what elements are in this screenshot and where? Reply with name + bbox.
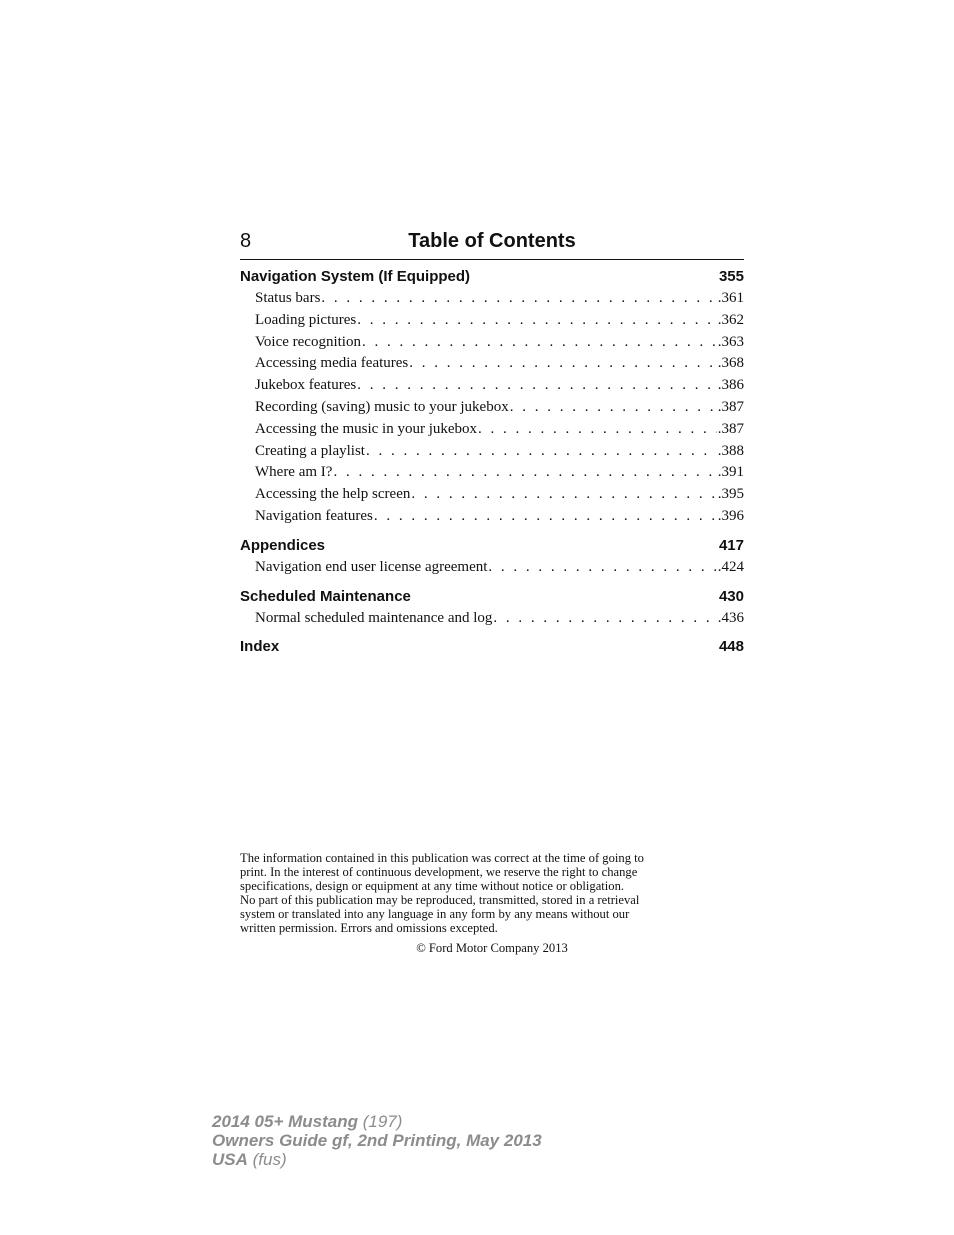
leader-dots	[411, 484, 716, 506]
toc-section-scheduled-maintenance	[240, 586, 744, 630]
leader-dots	[362, 332, 717, 354]
toc-entry[interactable]	[255, 484, 744, 506]
legal-line: print. In the interest of continuous development, we reserve the right to change	[240, 865, 638, 879]
toc-entry[interactable]	[255, 397, 744, 419]
entry-page: .361	[717, 290, 744, 306]
leader-dots	[366, 441, 717, 463]
toc-section-navigation	[240, 266, 744, 528]
entry-title: Navigation end user license agreement	[255, 558, 488, 575]
toc-entry[interactable]	[255, 288, 744, 310]
leader-dots	[374, 506, 717, 528]
entry-page: .387	[717, 420, 744, 437]
toc-entry[interactable]	[255, 608, 744, 630]
entry-page: .363	[717, 333, 744, 350]
entry-title: Jukebox features	[255, 377, 357, 394]
leader-dots	[333, 462, 716, 484]
legal-line: written permission. Errors and omissions excepted.	[240, 921, 498, 935]
toc-section-heading[interactable]	[240, 586, 744, 608]
entry-title: Accessing media features	[255, 355, 409, 372]
entry-page: .387	[717, 398, 744, 415]
footer-line-model	[212, 1112, 542, 1131]
entry-title: Status bars	[255, 290, 321, 306]
entry-title: Where am I?	[255, 464, 333, 481]
section-title: Navigation System (If Equipped)	[240, 268, 471, 285]
leader-dots	[510, 397, 717, 419]
section-title: Appendices	[240, 536, 326, 554]
page-number: 8	[240, 230, 252, 252]
footer-model-code: (197)	[362, 1112, 403, 1131]
footer-region-code: (fus)	[252, 1150, 287, 1169]
section-page: 430	[718, 587, 744, 605]
leader-dots	[357, 310, 717, 332]
entry-page: .362	[717, 311, 744, 328]
toc-section-heading[interactable]	[240, 266, 744, 288]
toc-section-heading[interactable]	[240, 535, 744, 557]
entry-title: Recording (saving) music to your jukebox	[255, 398, 509, 415]
footer-model: 2014 05+ Mustang	[212, 1112, 358, 1131]
leader-dots	[321, 288, 716, 310]
toc-section-appendices	[240, 535, 744, 579]
entry-page: .386	[717, 377, 744, 394]
legal-line: system or translated into any language in any form by any means without our	[240, 907, 630, 921]
toc-entry[interactable]	[255, 441, 744, 463]
footer-printing: Owners Guide gf, 2nd Printing, May 2013	[212, 1131, 542, 1150]
entry-page: .388	[717, 442, 744, 459]
document-footer	[212, 1112, 542, 1169]
section-title: Scheduled Maintenance	[240, 587, 411, 605]
toc-section-index	[240, 636, 744, 658]
toc-entry[interactable]	[255, 353, 744, 375]
leader-dots	[488, 557, 716, 579]
section-title: Index	[240, 638, 280, 656]
entry-page: .391	[717, 464, 744, 481]
legal-line: No part of this publication may be reproduced, transmitted, stored in a retrieval	[240, 893, 640, 907]
legal-line: specifications, design or equipment at any time without notice or obligation.	[240, 879, 625, 893]
table-of-contents	[240, 266, 744, 665]
section-page: 417	[718, 536, 744, 554]
entry-title: Creating a playlist	[255, 442, 365, 459]
footer-region: USA	[212, 1150, 248, 1169]
section-page: 355	[718, 268, 744, 285]
toc-entry[interactable]	[255, 557, 744, 579]
entry-page: .395	[717, 486, 744, 503]
entry-page: .368	[717, 355, 744, 372]
entry-title: Accessing the help screen	[255, 486, 411, 503]
entry-title: Accessing the music in your jukebox	[255, 420, 478, 437]
entry-title: Loading pictures	[255, 311, 357, 328]
entry-title: Voice recognition	[255, 333, 361, 350]
leader-dots	[409, 353, 716, 375]
toc-entry[interactable]	[255, 419, 744, 441]
entry-title: Normal scheduled maintenance and log	[255, 609, 493, 626]
entry-page: .424	[717, 558, 744, 575]
toc-entry[interactable]	[255, 462, 744, 484]
leader-dots	[493, 608, 716, 630]
toc-entry[interactable]	[255, 506, 744, 528]
entry-page: .396	[717, 507, 744, 524]
leader-dots	[357, 375, 717, 397]
section-page: 448	[718, 638, 744, 656]
entry-title: Navigation features	[255, 507, 373, 524]
legal-notice	[240, 851, 744, 935]
toc-entry[interactable]	[255, 375, 744, 397]
entry-page: .436	[717, 609, 744, 626]
page-header	[240, 229, 744, 260]
page-title: Table of Contents	[408, 230, 576, 252]
toc-entry[interactable]	[255, 310, 744, 332]
legal-line: The information contained in this publication was correct at the time of going to	[240, 851, 644, 865]
footer-line-region	[212, 1150, 542, 1169]
copyright-notice: © Ford Motor Company 2013	[416, 941, 568, 955]
toc-entry[interactable]	[255, 332, 744, 354]
leader-dots	[478, 419, 717, 441]
toc-section-heading[interactable]	[240, 636, 744, 658]
